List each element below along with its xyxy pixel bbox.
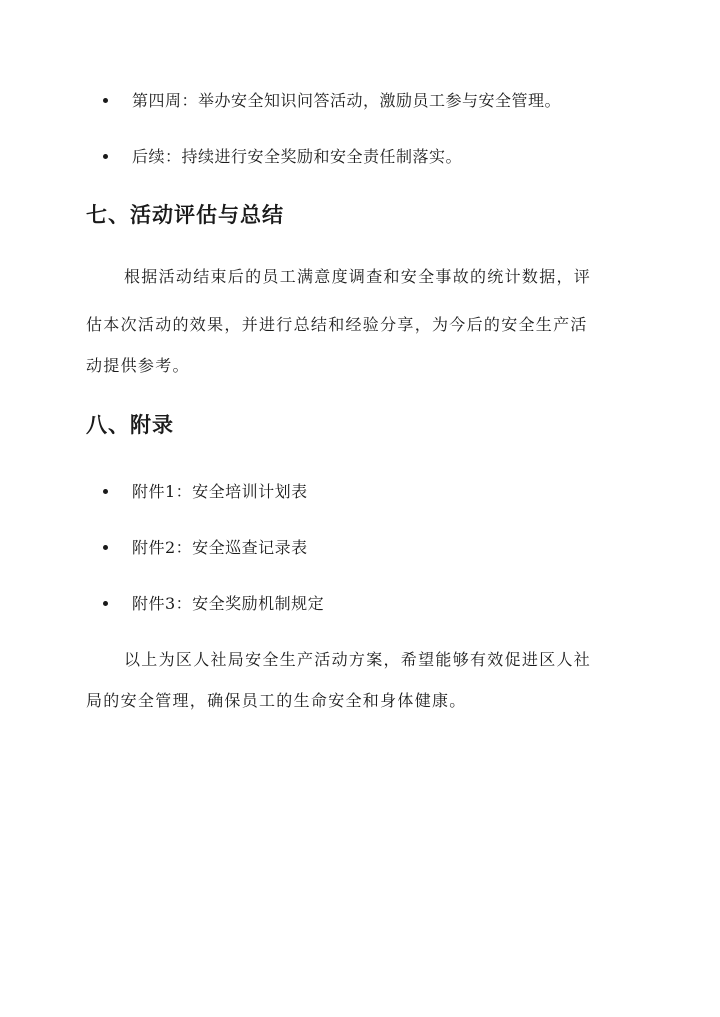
section-heading-appendix: 八、附录 bbox=[86, 412, 174, 437]
section-heading-evaluation: 七、活动评估与总结 bbox=[86, 202, 284, 227]
bullet-icon bbox=[103, 545, 108, 550]
bullet-icon bbox=[103, 154, 108, 159]
bullet-icon bbox=[103, 98, 108, 103]
closing-line: 以上为区人社局安全生产活动方案，希望能够有效促进区人社 bbox=[124, 650, 592, 669]
closing-line: 局的安全管理，确保员工的生命安全和身体健康。 bbox=[86, 691, 467, 710]
appendix-item-text: 附件2：安全巡查记录表 bbox=[132, 538, 308, 557]
appendix-item-text: 附件3：安全奖励机制规定 bbox=[132, 594, 325, 613]
list-item-text: 后续：持续进行安全奖励和安全责任制落实。 bbox=[132, 147, 463, 166]
bullet-icon bbox=[103, 601, 108, 606]
list-item-text: 第四周：举办安全知识问答活动，激励员工参与安全管理。 bbox=[132, 91, 562, 110]
bullet-icon bbox=[103, 489, 108, 494]
paragraph-line: 根据活动结束后的员工满意度调查和安全事故的统计数据，评 bbox=[124, 267, 592, 286]
paragraph-line: 动提供参考。 bbox=[86, 356, 190, 375]
appendix-item-text: 附件1：安全培训计划表 bbox=[132, 482, 308, 501]
paragraph-line: 估本次活动的效果，并进行总结和经验分享，为今后的安全生产活 bbox=[86, 315, 588, 334]
